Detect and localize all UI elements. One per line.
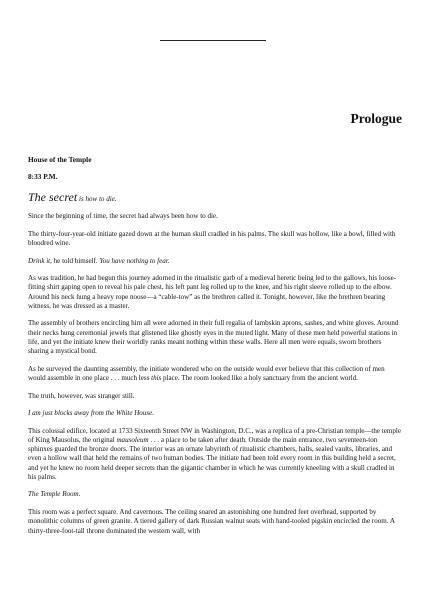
paragraph-6-emphasis: this <box>151 374 162 383</box>
paragraph-10 <box>28 490 402 499</box>
opening-tail: is how to die. <box>77 194 117 203</box>
paragraph-2: The thirty-four-year-old initiate gazed down at the human skull cradled in his palms. The skull was hollow, like a bowl, filled with bloodred wine. <box>28 229 396 248</box>
paragraph-7: The truth, however, was stranger still. <box>28 391 135 400</box>
paragraph-9 <box>28 427 402 483</box>
scene-time: 8:33 P.M. <box>28 172 58 182</box>
opening-line <box>28 189 402 204</box>
paragraph-6-a: As he surveyed the daunting assembly, the initiate wondered who on the outside would ever believe that this collection of men would assemble in one place . . . much less <box>28 364 385 383</box>
paragraph-6 <box>28 365 402 384</box>
opening-lead: The secret <box>28 189 78 204</box>
top-rule <box>160 40 266 41</box>
paragraph-6-c: place. The room looked like a holy sanctuary from the ancient world. <box>161 374 359 383</box>
paragraph-4: As was tradition, he had begun this journey adorned in the ritualistic garb of a medieval heretic being led to the gallows, his loose-fitting shirt gaping open to reveal his pale chest, his left pant leg rolled up to the knee, and his right sleeve rolled up to the elbow. Around his neck hung a heavy rope noose—a “cable-tow” as the brethren called it. Tonight, however, like the brethren bearing witness, he was dressed as a master. <box>28 274 397 310</box>
paragraph-3 <box>28 257 402 266</box>
paragraph-9-c: . . . a place to be taken after death. Outside the main entrance, two seventeen-ton sphinxes guarded the bronze doors. The interior was an ornate labyrinth of ritualistic chambers, halls, sealed vaults, libraries, and even a hollow wall that held the remains of two human bodies. The initiate had been told every room in this building held a secret, and yet he knew no room held deeper secrets than the gigantic chamber in which he was currently kneeling with a skull cradled in his palms. <box>28 435 396 481</box>
body-text <box>28 155 402 544</box>
paragraph-9-emphasis: mausoleum <box>116 435 149 444</box>
paragraph-5: The assembly of brothers encircling him all were adorned in their full regalia of lambskin aprons, sashes, and white gloves. Around their necks hung ceremonial jewels that glistened like ghostly eyes in the muted light. Many of these men held powerful stations in life, and yet the initiate knew their worldly ranks meant nothing within these walls. Here all men were equals, sworn brothers sharing a mystical bond. <box>28 319 399 356</box>
paragraph-10-italic: The Temple Room. <box>28 490 81 499</box>
paragraph-3-italic-c: You have nothing to fear. <box>99 256 170 265</box>
paragraph-8 <box>28 409 402 418</box>
paragraph-11: This room was a perfect square. And cavernous. The ceiling soared an astonishing one hundred feet overhead, supported by monolithic columns of green granite. A tiered gallery of dark Russian walnut seats with hand-tooled pigskin encircled the room. A thirty-three-foot-tall throne dominated the western wall, with <box>28 507 395 535</box>
paragraph-8-italic: I am just blocks away from the White House. <box>28 409 154 418</box>
paragraph-3-roman: he told himself. <box>51 256 100 265</box>
paragraph-3-italic-a: Drink it, <box>28 256 52 265</box>
chapter-title: Prologue <box>350 111 402 126</box>
scene-location: House of the Temple <box>28 155 92 164</box>
paragraph-1: Since the beginning of time, the secret had always been how to die. <box>28 212 218 221</box>
paragraph-9-a: This colossal edifice, located at 1733 Sixteenth Street NW in Washington, D.C., was a replica of a pre-Christian temple—the temple of King Mausolus, the original <box>28 426 401 444</box>
